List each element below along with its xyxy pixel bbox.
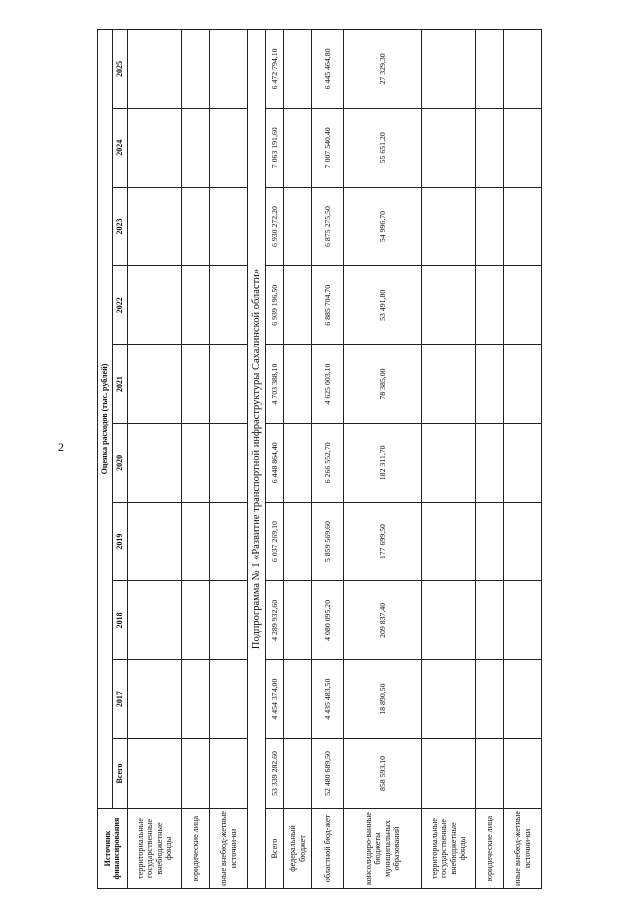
header-year: 2023 [113, 187, 128, 266]
cell: 4 703 388,10 [266, 345, 284, 424]
cell: 7 007 540,40 [312, 108, 344, 187]
cell [210, 266, 248, 345]
cell [476, 660, 504, 739]
cell-total [128, 739, 182, 809]
cell [476, 502, 504, 581]
table-row [312, 30, 344, 889]
cell [210, 423, 248, 502]
cell: 4 080 095,20 [312, 581, 344, 660]
cell [284, 266, 312, 345]
cell [182, 502, 210, 581]
header-source: Источник финансирования [98, 809, 128, 889]
header-year: 2017 [113, 660, 128, 739]
cell [504, 345, 542, 424]
header-year: 2019 [113, 502, 128, 581]
cell-total [476, 739, 504, 809]
table-row [476, 30, 504, 889]
cell: 5 859 569,60 [312, 502, 344, 581]
cell [422, 502, 476, 581]
cell [182, 108, 210, 187]
subprogram-title: Подпрограмма № 1 «Развитие транспортной инфраструктуры Сахалинской области» [248, 30, 266, 889]
cell: 55 651,20 [344, 108, 422, 187]
cell [422, 187, 476, 266]
header-year: 2025 [113, 30, 128, 109]
cell-total [210, 739, 248, 809]
cell [504, 30, 542, 109]
cell: 78 385,00 [344, 345, 422, 424]
cell [284, 108, 312, 187]
cell: 6 445 464,80 [312, 30, 344, 109]
cell: 6 875 275,50 [312, 187, 344, 266]
row-source: Всего [266, 809, 284, 889]
cell [504, 423, 542, 502]
subprogram-title-row [248, 30, 266, 889]
cell [476, 423, 504, 502]
cell [128, 266, 182, 345]
cell [210, 187, 248, 266]
row-source: федеральный бюджет [284, 809, 312, 889]
cell-total [182, 739, 210, 809]
cell [182, 266, 210, 345]
cell [128, 423, 182, 502]
financing-table-rotated [97, 29, 532, 889]
cell [284, 187, 312, 266]
cell: 182 311,70 [344, 423, 422, 502]
cell [504, 187, 542, 266]
cell: 7 063 191,60 [266, 108, 284, 187]
cell [128, 660, 182, 739]
cell [476, 345, 504, 424]
cell [504, 660, 542, 739]
header-year: 2018 [113, 581, 128, 660]
cell [210, 581, 248, 660]
cell: 4 289 932,60 [266, 581, 284, 660]
cell [422, 30, 476, 109]
cell [504, 502, 542, 581]
cell [422, 108, 476, 187]
cell [210, 345, 248, 424]
table-row [344, 30, 422, 889]
cell: 4 454 374,00 [266, 660, 284, 739]
table-row [284, 30, 312, 889]
cell-total [504, 739, 542, 809]
cell [284, 581, 312, 660]
cell [504, 108, 542, 187]
cell-total [284, 739, 312, 809]
header-year: 2022 [113, 266, 128, 345]
cell: 6 266 552,70 [312, 423, 344, 502]
table-row [504, 30, 542, 889]
cell: 6 448 864,40 [266, 423, 284, 502]
cell [128, 187, 182, 266]
cell [284, 502, 312, 581]
cell [504, 581, 542, 660]
row-source: территориальные государственные внебюджетные фонды [422, 809, 476, 889]
financing-table [97, 29, 542, 889]
cell-total: 858 593,10 [344, 739, 422, 809]
cell [128, 30, 182, 109]
cell: 4 435 483,50 [312, 660, 344, 739]
cell [128, 108, 182, 187]
row-source: юридические лица [476, 809, 504, 889]
cell [182, 423, 210, 502]
cell [504, 266, 542, 345]
cell: 6 930 272,20 [266, 187, 284, 266]
cell-total: 52 480 689,50 [312, 739, 344, 809]
cell-total: 53 339 282,60 [266, 739, 284, 809]
cell [476, 187, 504, 266]
row-source: консолидиро-ванные бюджеты муниципальных образований [344, 809, 422, 889]
row-source: территориальные государственные внебюджетные фонды [128, 809, 182, 889]
cell [210, 660, 248, 739]
cell [476, 266, 504, 345]
cell: 4 625 003,10 [312, 345, 344, 424]
cell [422, 581, 476, 660]
cell [128, 345, 182, 424]
cell [284, 660, 312, 739]
cell [422, 423, 476, 502]
cell: 6 885 704,70 [312, 266, 344, 345]
cell: 209 837,40 [344, 581, 422, 660]
cell: 54 996,70 [344, 187, 422, 266]
cell [182, 660, 210, 739]
cell [128, 581, 182, 660]
cell [422, 345, 476, 424]
cell [476, 108, 504, 187]
cell [422, 266, 476, 345]
cell [210, 30, 248, 109]
cell [182, 581, 210, 660]
cell [422, 660, 476, 739]
table-row [266, 30, 284, 889]
cell [210, 108, 248, 187]
table-row [128, 30, 182, 889]
table-row [422, 30, 476, 889]
cell [182, 345, 210, 424]
row-source: юридические лица [182, 809, 210, 889]
cell [476, 581, 504, 660]
cell: 6 472 794,10 [266, 30, 284, 109]
header-total: Всего [113, 739, 128, 809]
cell: 177 699,50 [344, 502, 422, 581]
header-cost-estimate: Оценка расходов (тыс. рублей) [98, 30, 113, 809]
cell: 53 491,80 [344, 266, 422, 345]
cell-total [422, 739, 476, 809]
table-row [182, 30, 210, 889]
header-year: 2020 [113, 423, 128, 502]
cell: 6 037 269,10 [266, 502, 284, 581]
cell [182, 187, 210, 266]
header-year: 2021 [113, 345, 128, 424]
cell: 18 890,50 [344, 660, 422, 739]
cell [476, 30, 504, 109]
cell [182, 30, 210, 109]
cell [284, 423, 312, 502]
table-row [210, 30, 248, 889]
page-number: 2 [58, 440, 64, 454]
row-source: иные внебюд-жетные источни-ки [504, 809, 542, 889]
cell [210, 502, 248, 581]
row-source: областной бюд-жет [312, 809, 344, 889]
row-source: иные внебюд-жетные источни-ки [210, 809, 248, 889]
cell: 27 329,30 [344, 30, 422, 109]
cell: 6 939 196,50 [266, 266, 284, 345]
header-year: 2024 [113, 108, 128, 187]
cell [128, 502, 182, 581]
cell [284, 345, 312, 424]
cell [284, 30, 312, 109]
